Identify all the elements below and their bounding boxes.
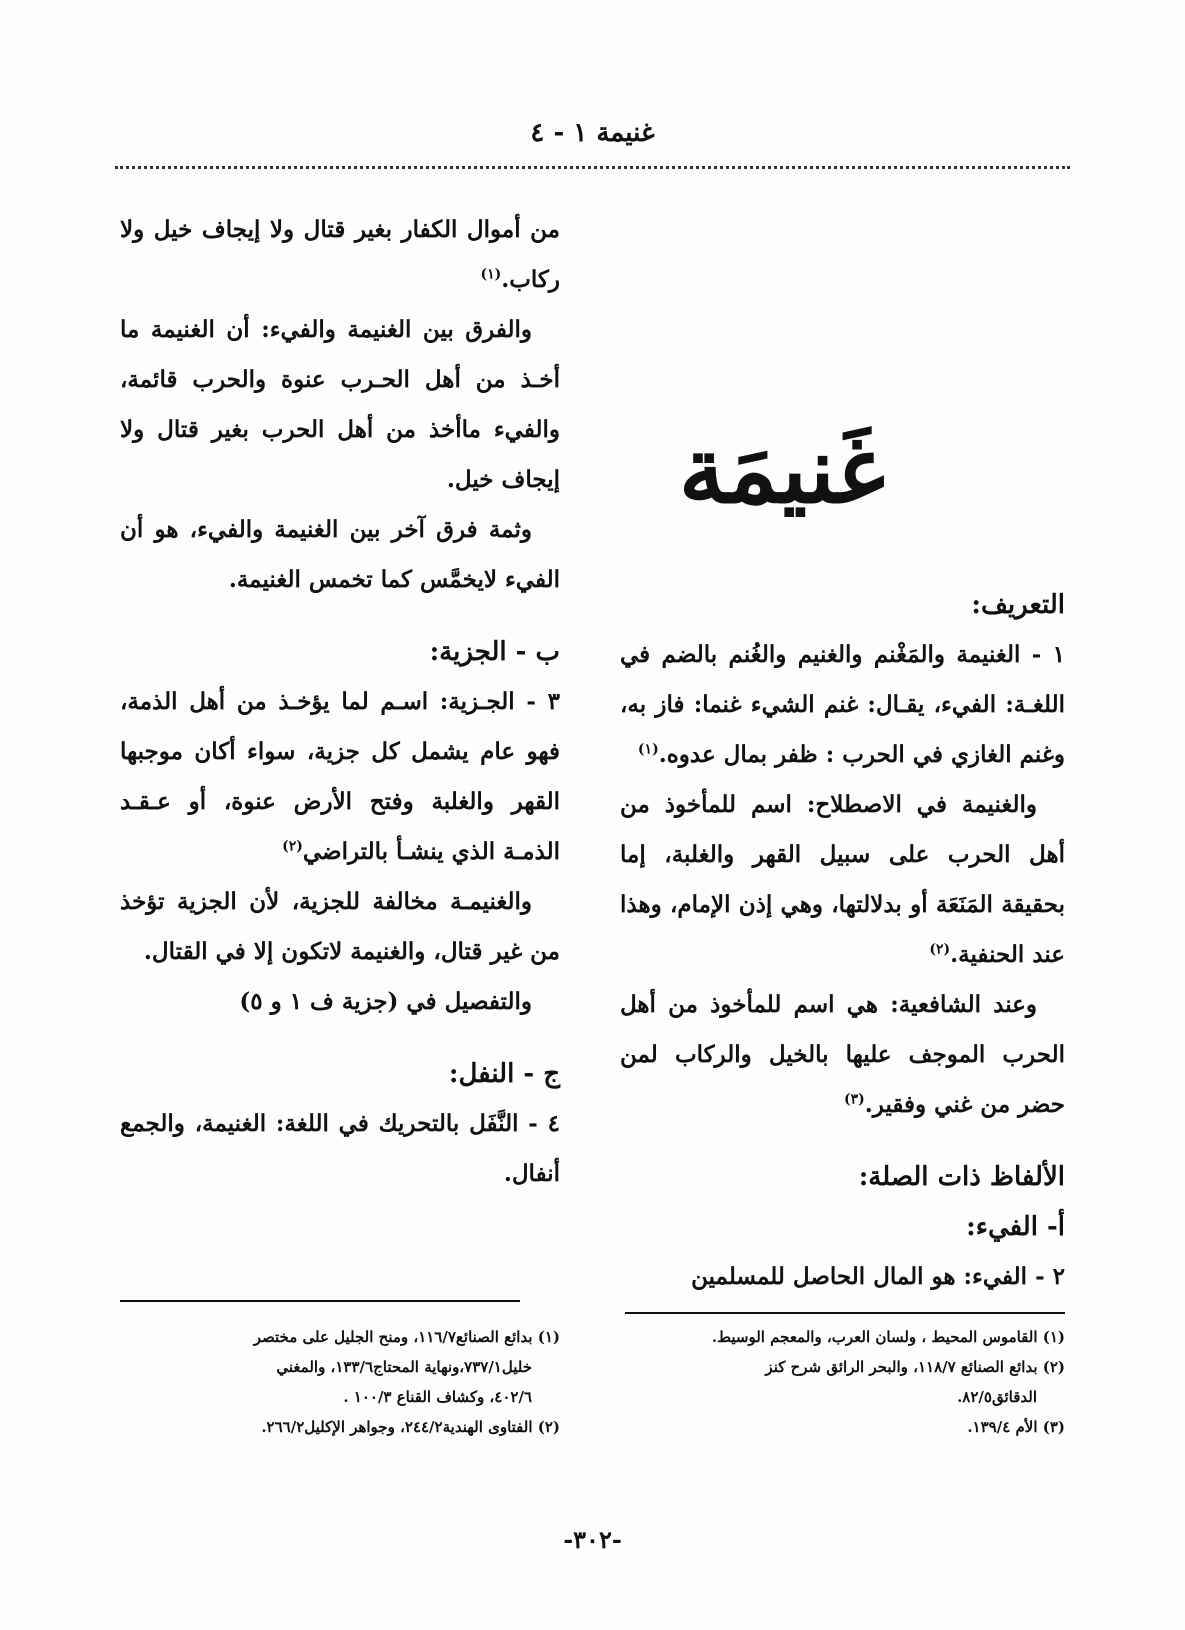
left-column xyxy=(120,205,560,1199)
related-terms-heading: الألفاظ ذات الصلة: xyxy=(858,1162,1065,1192)
fay-difference-paragraph-2: وثمة فرق آخر بين الغنيمة والفيء، هو أن الفيء لايخمَّس كما تخمس الغنيمة. xyxy=(120,516,560,593)
article-title: غَنيمَة xyxy=(678,416,885,524)
right-column xyxy=(620,580,1065,1302)
jizya-difference-paragraph: والغنيمـة مخالفة للجزية، لأن الجزية تؤخذ من غير قتال، والغنيمة لاتكون إلا في القتال. xyxy=(120,888,560,965)
footnote-ref: (٢) xyxy=(929,941,951,958)
footnote-rule-left xyxy=(120,1300,520,1302)
footnote-ref: (٢) xyxy=(282,838,303,855)
footnote-rule-right xyxy=(625,1312,1065,1314)
fay-difference-paragraph: والفرق بين الغنيمة والفيء: أن الغنيمة ما أخـذ من أهل الحـرب عنوة والحرب قائمة، والفيء ماأخذ من أهل الحرب بغير قتال ولا إيجاف خيل. xyxy=(120,316,560,493)
footnote-line: خليل٧٣٧/١،ونهاية المحتاج١٣٣/٦، والمغني xyxy=(276,1358,532,1376)
nafl-subheading: ج - النفل: xyxy=(448,1059,560,1089)
header-divider xyxy=(115,166,1070,169)
nafl-paragraph: ٤ - النَّفَل بالتحريك في اللغة: الغنيمة، والجمع أنفال. xyxy=(120,1110,560,1187)
footnote-line: الدقائق٨٢/٥. xyxy=(957,1388,1037,1406)
definition-paragraph-3: وعند الشافعية: هي اسم للمأخوذ من أهل الحرب الموجف عليها بالخيل والركاب لمن حضر من غني وفقير.$^{(٣)}$ xyxy=(620,991,1065,1118)
page-number: -٣٠٢- xyxy=(563,1525,622,1554)
fay-paragraph-cont: من أموال الكفار بغير قتال ولا إيجاف خيل ولا ركاب.$^{(١)}$ xyxy=(120,216,560,293)
definition-heading: التعريف: xyxy=(971,590,1065,620)
footnote-line: (١) القاموس المحيط ، ولسان العرب، والمعجم الوسيط. xyxy=(711,1328,1065,1346)
jizya-crossref: والتفصيل في (جزية ف ١ و ٥) xyxy=(239,988,532,1015)
jizya-paragraph: ٣ - الجـزية: اسـم لما يؤخـذ من أهل الذمة، فهو عام يشمل كل جزية، سواء أكان موجبها القهر والغلبة وفتح الأرض عنوة، أو عـقـد الذمـة الذي ينشـأ بالتراضي$^{(٢)}$ xyxy=(120,688,560,865)
fay-subheading: أ- الفيء: xyxy=(966,1212,1065,1242)
footnote-line: ٤٠٢/٦، وكشاف القناع ١٠٠/٣ . xyxy=(343,1388,532,1406)
footnote-ref: (١) xyxy=(480,266,502,283)
fay-paragraph: ٢ - الفيء: هو المال الحاصل للمسلمين xyxy=(691,1263,1065,1290)
footnote-ref: (١) xyxy=(637,741,659,758)
definition-paragraph-1: ١ - الغنيمة والمَغْنم والغنيم والغُنم بالضم في اللغـة: الفيء، يقـال: غنم الشيء غنما: فاز به، وغنم الغازي في الحرب : ظفر بمال عدوه.$^{(١)}$ xyxy=(620,641,1065,768)
footnote-ref: (٣) xyxy=(844,1091,865,1108)
definition-paragraph-2: والغنيمة في الاصطلاح: اسم للمأخوذ من أهل الحرب على سبيل القهر والغلبة، إما بحقيقة المَنَعَة أو بدلالتها، وهي إذن الإمام، وهذا عند الحنفية.$^{(٢)}$ xyxy=(620,791,1065,968)
running-header: غنيمة ١ - ٤ xyxy=(530,118,655,148)
footnote-line: (١) بدائع الصنائع١١٦/٧، ومنح الجليل على مختصر xyxy=(253,1328,560,1346)
footnote-line: (٢) الفتاوى الهندية٢٤٤/٢، وجواهر الإكليل٢٦٦/٢. xyxy=(261,1418,560,1436)
footnote-line: (٢) بدائع الصنائع ١١٨/٧، والبحر الرائق شرح كنز xyxy=(765,1358,1065,1376)
jizya-subheading: ب - الجزية: xyxy=(429,637,560,667)
footnotes-left xyxy=(120,1322,560,1442)
footnote-line: (٣) الأم ١٣٩/٤. xyxy=(967,1418,1065,1436)
footnotes-right xyxy=(620,1322,1065,1442)
